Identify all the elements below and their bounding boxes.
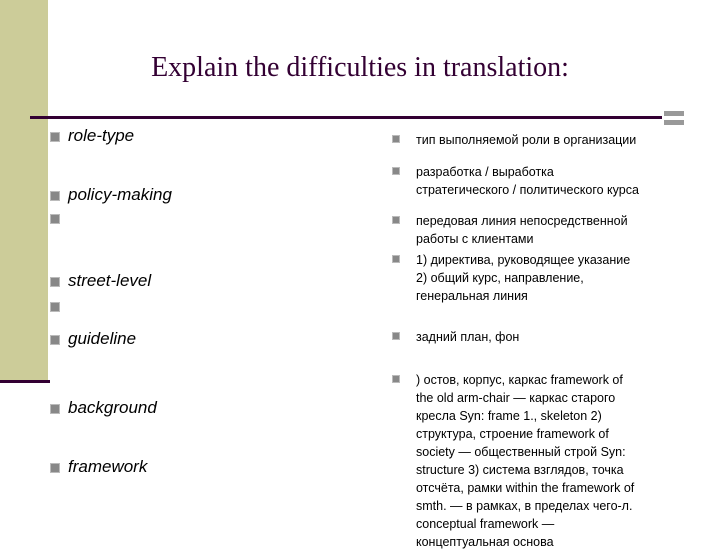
- term-text: guideline: [68, 329, 137, 348]
- translation-line: работы с клиентами: [416, 232, 534, 246]
- bullet-square-icon: [50, 191, 60, 201]
- translation-line: тип выполняемой роли в организации: [416, 133, 637, 147]
- translation-line: структура, строение framework of: [416, 427, 609, 441]
- translation-line: передовая линия непосредственной: [416, 214, 628, 228]
- translation-line: задний план, фон: [416, 330, 520, 344]
- bullet-square-icon: [392, 135, 400, 143]
- translation-line: conceptual framework —: [416, 517, 555, 531]
- bullet-square-icon: [392, 216, 400, 224]
- translation-line: 1) директива, руководящее указание: [416, 253, 631, 267]
- translation-line: генеральная линия: [416, 289, 528, 303]
- translation-line: концептуальная основа: [416, 535, 554, 549]
- translation-line: the old arm-chair — каркас старого: [416, 391, 616, 405]
- term-text: background: [68, 398, 157, 417]
- bullet-square-icon: [50, 214, 60, 224]
- title-divider: [30, 116, 662, 119]
- divider-accent-top: [664, 111, 684, 116]
- translation-text: [416, 212, 692, 248]
- term-text: street-level: [68, 271, 152, 290]
- translation-line: разработка / выработка: [416, 165, 554, 179]
- translation-line: smth. — в рамках, в пределах чего-л.: [416, 499, 633, 513]
- divider-accent-bottom: [664, 120, 684, 125]
- bullet-square-icon: [50, 302, 60, 312]
- term-text: policy-making: [68, 185, 172, 204]
- translation-text: [416, 371, 692, 551]
- bullet-square-icon: [50, 277, 60, 287]
- translation-text: [416, 131, 692, 149]
- side-bar-underline: [0, 380, 50, 383]
- translation-text: [416, 251, 692, 305]
- bullet-square-icon: [392, 375, 400, 383]
- bullet-square-icon: [50, 335, 60, 345]
- translation-text: [416, 328, 692, 346]
- slide-title: Explain the difficulties in translation:: [151, 52, 569, 83]
- translation-line: ) остов, корпус, каркас framework of: [416, 373, 623, 387]
- bullet-square-icon: [50, 132, 60, 142]
- translation-line: отсчёта, рамки within the framework of: [416, 481, 635, 495]
- translation-line: society — общественный строй Syn:: [416, 445, 626, 459]
- bullet-square-icon: [392, 255, 400, 263]
- term-text: framework: [68, 457, 148, 476]
- translation-line: стратегического / политического курса: [416, 183, 639, 197]
- translation-line: кресла Syn: frame 1., skeleton 2): [416, 409, 602, 423]
- bullet-square-icon: [392, 332, 400, 340]
- bullet-square-icon: [50, 404, 60, 414]
- bullet-square-icon: [392, 167, 400, 175]
- translation-line: 2) общий курс, направление,: [416, 271, 584, 285]
- term-text: role-type: [68, 126, 135, 145]
- translation-line: structure 3) система взглядов, точка: [416, 463, 624, 477]
- translation-text: [416, 163, 692, 199]
- decorative-side-bar: [0, 0, 48, 382]
- bullet-square-icon: [50, 463, 60, 473]
